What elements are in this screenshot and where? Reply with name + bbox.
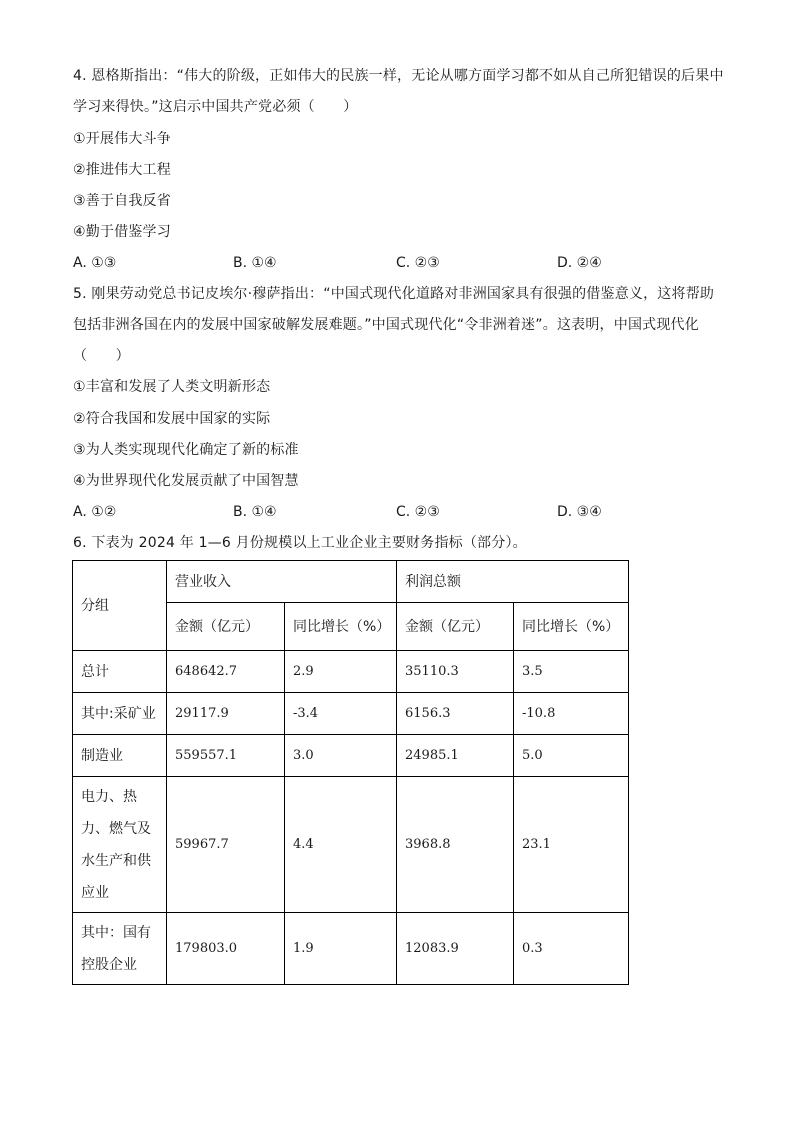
header-group: 分组: [73, 561, 167, 651]
revenue-growth-cell: -3.4: [285, 693, 397, 735]
profit-growth-cell: -10.8: [514, 693, 629, 735]
q6-stem: 6. 下表为 2024 年 1—6 月份规模以上工业企业主要财务指标（部分）。: [73, 535, 527, 551]
header-revenue: 营业收入: [167, 561, 397, 603]
table-row: [73, 777, 629, 913]
header-profit-growth: 同比增长（%）: [514, 603, 629, 651]
revenue-growth-cell: 3.0: [285, 735, 397, 777]
revenue-amount-cell: 29117.9: [167, 693, 285, 735]
q4-option-b[interactable]: B. ①④: [233, 255, 277, 271]
q5-stem-line1: 5. 刚果劳动党总书记皮埃尔·穆萨指出：“中国式现代化道路对非洲国家具有很强的借鉴意义，这将帮助: [73, 286, 715, 302]
table-row: [73, 913, 629, 985]
q5-option-b[interactable]: B. ①④: [233, 504, 277, 520]
revenue-amount-cell: 648642.7: [167, 651, 285, 693]
profit-amount-cell: 3968.8: [397, 777, 514, 913]
group-cell: 电力、热 力、燃气及 水生产和供 应业: [73, 777, 167, 913]
group-cell: 制造业: [73, 735, 167, 777]
revenue-amount-cell: 559557.1: [167, 735, 285, 777]
table-row: [73, 651, 629, 693]
header-profit-amount: 金额（亿元）: [397, 603, 514, 651]
header-profit: 利润总额: [397, 561, 629, 603]
q4-stem-line1: 4. 恩格斯指出：“伟大的阶级，正如伟大的民族一样，无论从哪方面学习都不如从自己所犯错误的后果中: [73, 68, 724, 84]
table-row: [73, 693, 629, 735]
revenue-amount-cell: 59967.7: [167, 777, 285, 913]
profit-growth-cell: 3.5: [514, 651, 629, 693]
q4-stem-line2: 学习来得快。”这启示中国共产党必须（ ）: [73, 99, 358, 115]
profit-amount-cell: 12083.9: [397, 913, 514, 985]
q5-item-1: ①丰富和发展了人类文明新形态: [73, 379, 271, 395]
q4-item-4: ④勤于借鉴学习: [73, 224, 171, 240]
q5-stem-line2: 包括非洲各国在内的发展中国家破解发展难题。”中国式现代化“令非洲着迷”。这表明，中国式现代化: [73, 317, 699, 333]
q5-stem-line3: （ ）: [73, 348, 130, 364]
q5-item-3: ③为人类实现现代化确定了新的标准: [73, 442, 299, 458]
q4-option-d[interactable]: D. ②④: [557, 255, 602, 271]
q4-option-a[interactable]: A. ①③: [73, 255, 117, 271]
table-row: [73, 735, 629, 777]
q4-option-c[interactable]: C. ②③: [396, 255, 440, 271]
group-cell: 其中:采矿业: [73, 693, 167, 735]
q4-item-2: ②推进伟大工程: [73, 162, 171, 178]
q5-item-2: ②符合我国和发展中国家的实际: [73, 411, 271, 427]
profit-amount-cell: 24985.1: [397, 735, 514, 777]
revenue-amount-cell: 179803.0: [167, 913, 285, 985]
q5-option-d[interactable]: D. ③④: [557, 504, 602, 520]
q4-item-1: ①开展伟大斗争: [73, 131, 171, 147]
profit-growth-cell: 0.3: [514, 913, 629, 985]
financial-indicators-table: [72, 560, 629, 985]
q5-item-4: ④为世界现代化发展贡献了中国智慧: [73, 473, 299, 489]
q4-item-3: ③善于自我反省: [73, 193, 171, 209]
profit-amount-cell: 35110.3: [397, 651, 514, 693]
revenue-growth-cell: 1.9: [285, 913, 397, 985]
revenue-growth-cell: 4.4: [285, 777, 397, 913]
header-revenue-growth: 同比增长（%）: [285, 603, 397, 651]
profit-growth-cell: 5.0: [514, 735, 629, 777]
profit-amount-cell: 6156.3: [397, 693, 514, 735]
group-cell: 其中：国有 控股企业: [73, 913, 167, 985]
q5-option-c[interactable]: C. ②③: [396, 504, 440, 520]
group-cell: 总计: [73, 651, 167, 693]
profit-growth-cell: 23.1: [514, 777, 629, 913]
table-body: [73, 651, 629, 985]
q5-option-a[interactable]: A. ①②: [73, 504, 117, 520]
revenue-growth-cell: 2.9: [285, 651, 397, 693]
header-revenue-amount: 金额（亿元）: [167, 603, 285, 651]
